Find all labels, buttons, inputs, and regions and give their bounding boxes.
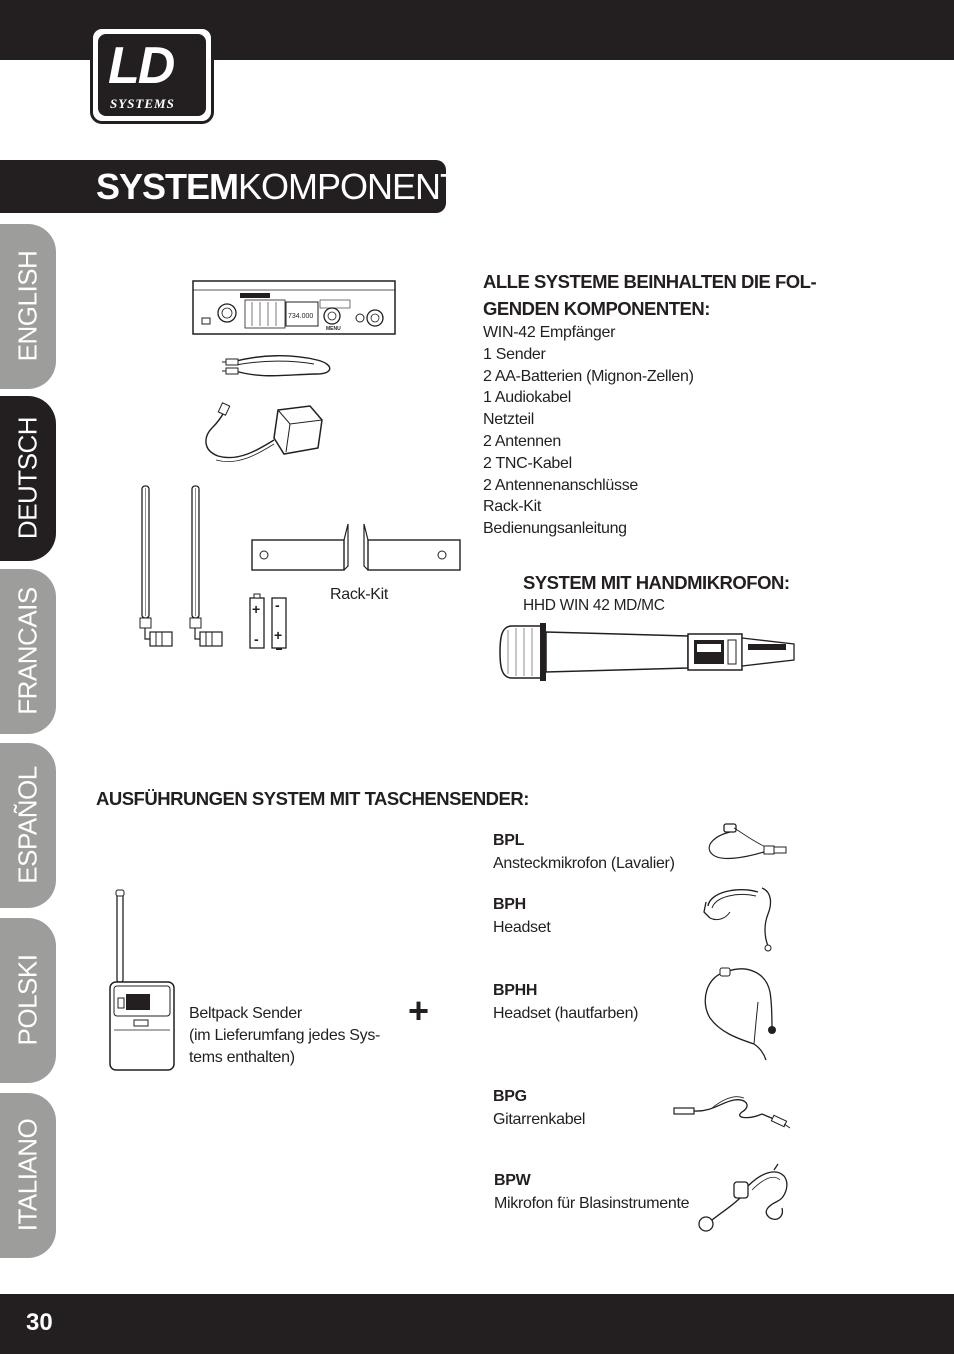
list-item: Bedienungsanleitung [483, 520, 627, 538]
list-item: 2 Antennenanschlüsse [483, 476, 639, 494]
variant-desc-bph: Headset [493, 919, 551, 936]
lang-tab-polski[interactable] [0, 918, 56, 1083]
receiver-frequency: 734.000 [288, 313, 314, 320]
lang-tab-italiano[interactable] [0, 1093, 56, 1258]
headset-illustration [698, 884, 780, 954]
components-heading-line2: GENDEN KOMPONENTEN: [483, 298, 710, 319]
antennas-illustration [136, 484, 228, 648]
skin-headset-illustration [696, 962, 782, 1062]
variant-code-bpl: BPL [493, 832, 525, 849]
beltpack-line3: tems enthalten) [189, 1048, 295, 1066]
lang-label: FRANCAIS [12, 587, 43, 715]
variant-desc-bpg: Gitarrenkabel [493, 1111, 586, 1128]
lavalier-microphone-illustration [704, 820, 790, 864]
handheld-heading: SYSTEM MIT HANDMIKROFON: [523, 572, 790, 593]
lang-label: POLSKI [12, 954, 43, 1046]
beltpack-heading: AUSFÜHRUNGEN SYSTEM MIT TASCHENSENDER: [96, 788, 529, 809]
logo-background [98, 34, 206, 116]
audio-cable-illustration [222, 352, 338, 382]
variant-code-bpw: BPW [494, 1172, 531, 1189]
list-item: WIN-42 Empfänger [483, 324, 616, 341]
svg-text:-: - [275, 597, 280, 613]
power-supply-illustration [198, 400, 326, 466]
lang-tab-espanol[interactable] [0, 743, 56, 908]
beltpack-transmitter-illustration [104, 890, 180, 1074]
page-number: 30 [26, 1309, 53, 1336]
svg-text:-: - [254, 631, 259, 647]
lang-label: DEUTSCH [12, 416, 43, 540]
lang-tab-francais[interactable] [0, 569, 56, 734]
variant-code-bphh: BPHH [493, 982, 538, 999]
variant-code-bpg: BPG [493, 1088, 527, 1105]
variant-desc-bphh: Headset (hautfarben) [493, 1005, 639, 1022]
rack-kit-label: Rack-Kit [330, 586, 389, 603]
lang-label: ENGLISH [12, 250, 43, 362]
components-heading-line1: ALLE SYSTEME BEINHALTEN DIE FOL- [483, 271, 817, 292]
variant-desc-bpl: Ansteckmikrofon (Lavalier) [493, 855, 675, 872]
title-rest: KOMPONENTEN: [238, 166, 519, 207]
list-item: 1 Audiokabel [483, 389, 572, 407]
svg-text:+: + [274, 627, 283, 643]
lang-tab-english[interactable] [0, 224, 56, 389]
beltpack-description [189, 1003, 380, 1068]
beltpack-line1: Beltpack Sender [189, 1005, 302, 1022]
logo-subtitle: SYSTEMS [110, 96, 175, 111]
page-title [96, 166, 518, 208]
list-item: 2 Antennen [483, 432, 561, 450]
list-item: 2 TNC-Kabel [483, 454, 572, 472]
plus-icon: + [408, 990, 430, 1031]
rack-kit-illustration [248, 522, 464, 574]
guitar-cable-illustration [672, 1090, 794, 1130]
handheld-model: HHD WIN 42 MD/MC [523, 597, 665, 614]
receiver-menu-label: MENU [326, 326, 341, 332]
variant-code-bph: BPH [493, 896, 526, 913]
receiver-illustration [190, 278, 398, 336]
lang-label: ITALIANO [12, 1118, 43, 1232]
batteries-illustration [246, 592, 290, 650]
svg-text:+: + [252, 601, 261, 617]
components-heading [483, 268, 816, 322]
lang-tab-deutsch[interactable] [0, 396, 56, 561]
ld-systems-logo [90, 26, 214, 124]
beltpack-line2: (im Lieferumfang jedes Sys- [189, 1026, 381, 1044]
variant-desc-bpw: Mikrofon für Blasinstrumente [494, 1195, 690, 1212]
footer-bar [0, 1294, 954, 1354]
handheld-microphone-illustration [498, 620, 800, 684]
list-item: 2 AA-Batterien (Mignon-Zellen) [483, 367, 694, 385]
list-item: Rack-Kit [483, 498, 542, 516]
list-item: Netzteil [483, 411, 534, 429]
wind-instrument-microphone-illustration [692, 1162, 790, 1238]
title-bold: SYSTEM [96, 166, 239, 207]
components-list [483, 322, 694, 540]
logo-brand: LD [108, 37, 174, 95]
list-item: 1 Sender [483, 345, 546, 363]
lang-label: ESPAÑOL [12, 766, 43, 884]
